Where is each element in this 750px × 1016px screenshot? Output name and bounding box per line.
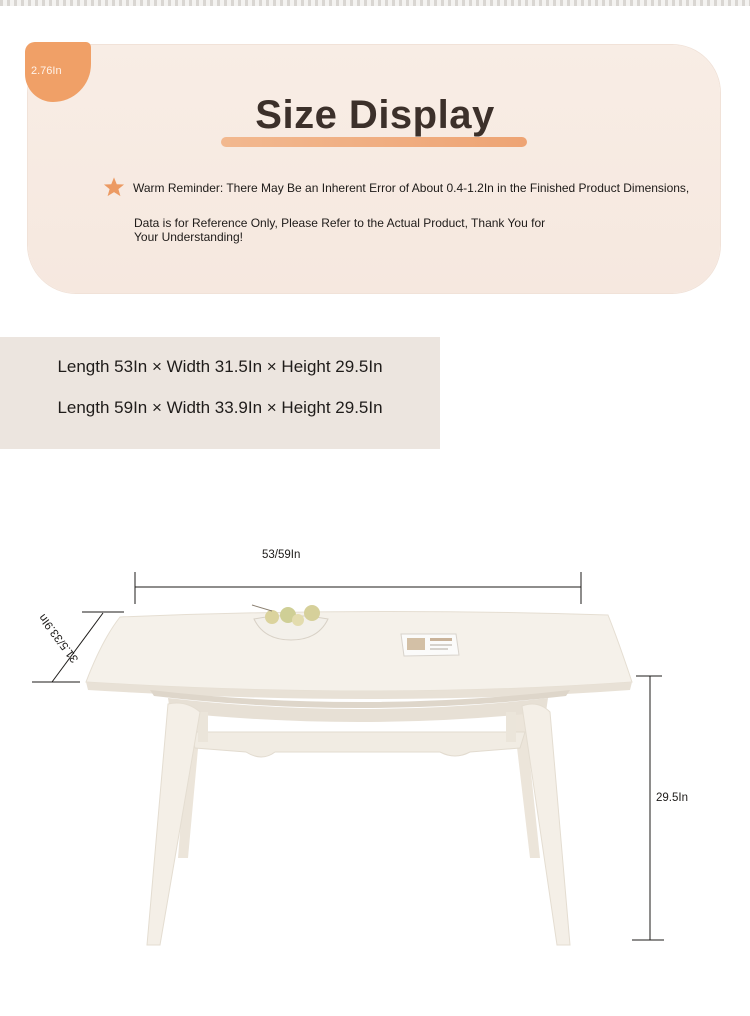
- size-option-2: Length 59In × Width 33.9In × Height 29.5In: [57, 398, 383, 417]
- dining-table-illustration: [0, 500, 750, 1016]
- size-display-card: [28, 45, 720, 293]
- page-title: Size Display: [255, 93, 495, 137]
- length-dimension-label: 53/59In: [262, 549, 301, 561]
- size-option-1: Length 53In × Width 31.5In × Height 29.5In: [57, 357, 383, 376]
- height-dimension-label: 29.5In: [656, 792, 688, 804]
- reminder-line-1: Warm Reminder: There May Be an Inherent Error of About 0.4-1.2In in the Finished Product Dimensions,: [133, 181, 690, 195]
- title-underline: [221, 137, 527, 147]
- magazine: [401, 634, 459, 656]
- reminder-line-2: Data is for Reference Only, Please Refer to the Actual Product, Thank You for: [134, 216, 546, 230]
- table-top: [86, 611, 632, 708]
- width-dimension-label: 31.5/33.9In: [36, 611, 82, 665]
- corner-badge-label: 2.76In: [31, 65, 62, 77]
- height-dimension-line: [632, 676, 664, 940]
- reminder-line-3: Your Understanding!: [134, 230, 243, 244]
- table-back-legs: [178, 705, 540, 858]
- star-icon: [103, 176, 125, 198]
- length-dimension-line: [135, 572, 581, 604]
- size-options-panel: [0, 337, 440, 449]
- top-decorative-strip: [0, 0, 750, 6]
